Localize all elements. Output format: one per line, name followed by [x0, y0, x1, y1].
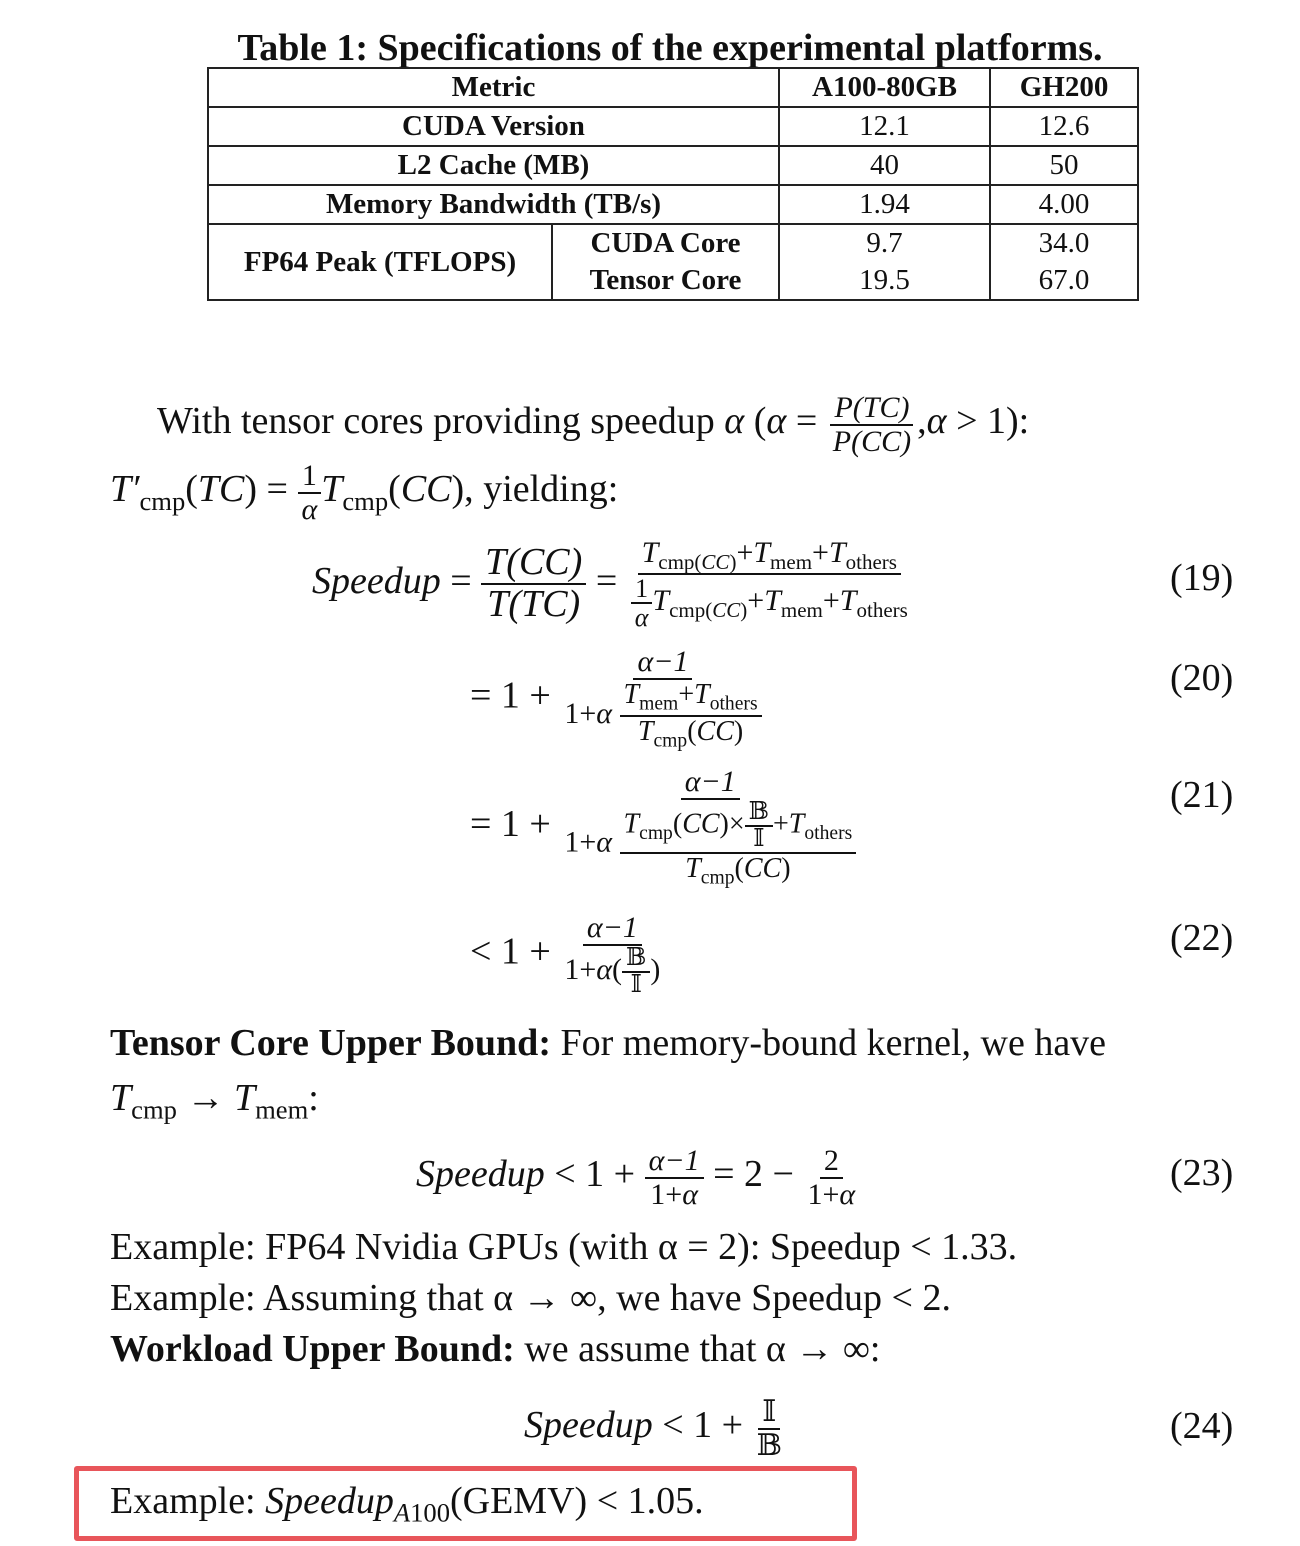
- header-gh200: GH200: [990, 68, 1138, 107]
- row-a100: 12.1: [779, 107, 990, 146]
- example-fp64: Example: FP64 Nvidia GPUs (with α = 2): Speedup < 1.33.: [110, 1226, 1018, 1268]
- equation-19: Speedup = $\frac{T(CC)}{T(TC)}$ = $T_{cmp(CC)}+T_{mem}+T_{others}$ $\frac{1}{\alpha}$ $T_{cmp(CC)}+T_{mem}+T_{others}$: [312, 536, 908, 633]
- row-a100: 40: [779, 146, 990, 185]
- workload-bound-text: we assume that α → ∞:: [524, 1328, 881, 1370]
- header-metric: Metric: [208, 68, 779, 107]
- row-gh200: 12.6: [990, 107, 1138, 146]
- table-header-row: [208, 68, 1138, 107]
- equation-number-20: (20): [1170, 657, 1234, 699]
- tensor-core-bound-title: Tensor Core Upper Bound:: [110, 1022, 551, 1064]
- tensor-core-label: Tensor Core: [552, 262, 779, 300]
- equation-21: = 1 + α−1 1+α $T_{cmp}(CC)\times$ $\frac{\text{𝔹}}{\text{𝕀}}$ $+T_{others}$ $T_{cmp}(CC)$: [470, 766, 860, 889]
- tensor-core-bound-text: For memory-bound kernel, we have: [560, 1022, 1107, 1064]
- tensor-core-a100: 19.5: [779, 262, 990, 300]
- example-gemv: Example: Speedup$_{A100}$(GEMV) < 1.05.: [110, 1480, 704, 1528]
- intro-line-2: $T'_{cmp}(TC)$ = $\frac{1}{\alpha}$ $T_{cmp}(CC)$, yielding:: [110, 459, 619, 526]
- equation-20: = 1 + α−1 1+α $\frac{T_{mem}+T_{others}}{T_{cmp}(CC)}$: [470, 646, 766, 752]
- cuda-core-label: CUDA Core: [552, 224, 779, 262]
- equation-24: Speedup < 1 + $\frac{\text{𝕀}}{\text{𝔹}}$: [524, 1395, 782, 1462]
- cuda-core-a100: 9.7: [779, 224, 990, 262]
- example-gemv-text: (GEMV) < 1.05.: [450, 1480, 704, 1522]
- equation-number-22: (22): [1170, 917, 1234, 959]
- equation-number-24: (24): [1170, 1405, 1234, 1447]
- header-a100: A100-80GB: [779, 68, 990, 107]
- equation-number-19: (19): [1170, 557, 1234, 599]
- equation-23: Speedup < 1 + $\frac{\alpha-1}{1+\alpha}$ = 2 − $\frac{2}{1+\alpha}$: [416, 1144, 856, 1211]
- table-row: [208, 146, 1138, 185]
- table-row: [208, 185, 1138, 224]
- table-row: [208, 224, 1138, 262]
- equation-number-23: (23): [1170, 1152, 1234, 1194]
- cuda-core-gh200: 34.0: [990, 224, 1138, 262]
- tensor-core-gh200: 67.0: [990, 262, 1138, 300]
- equation-22: < 1 + α−1 1+α( $\frac{\text{𝔹}}{\text{𝕀}}$ ): [470, 911, 661, 998]
- workload-bound-paragraph: [110, 1326, 880, 1372]
- table-caption: Table 1: Specifications of the experimental platforms.: [237, 27, 1103, 69]
- row-gh200: 4.00: [990, 185, 1138, 224]
- example-gemv-prefix: Example:: [110, 1480, 256, 1522]
- row-metric: L2 Cache (MB): [208, 146, 779, 185]
- spec-table: [207, 67, 1139, 301]
- tensor-core-bound-condition: $T_{cmp} \to T_{mem}$:: [110, 1077, 319, 1125]
- intro-yielding: yielding:: [483, 468, 619, 511]
- equation-number-21: (21): [1170, 774, 1234, 816]
- workload-bound-title: Workload Upper Bound:: [110, 1328, 515, 1370]
- row-a100: 1.94: [779, 185, 990, 224]
- intro-line-1: With tensor cores providing speedup α (α = $\frac{P(TC)}{P(CC)}$ ,α > 1):: [157, 391, 1030, 458]
- row-gh200: 50: [990, 146, 1138, 185]
- row-metric: CUDA Version: [208, 107, 779, 146]
- tensor-core-bound-paragraph: [110, 1020, 1106, 1066]
- table-row: [208, 107, 1138, 146]
- fp64-label: FP64 Peak (TFLOPS): [208, 224, 552, 300]
- intro-text: With tensor cores providing speedup: [157, 400, 715, 443]
- row-metric: Memory Bandwidth (TB/s): [208, 185, 779, 224]
- example-infinity: Example: Assuming that α → ∞, we have Speedup < 2.: [110, 1277, 951, 1319]
